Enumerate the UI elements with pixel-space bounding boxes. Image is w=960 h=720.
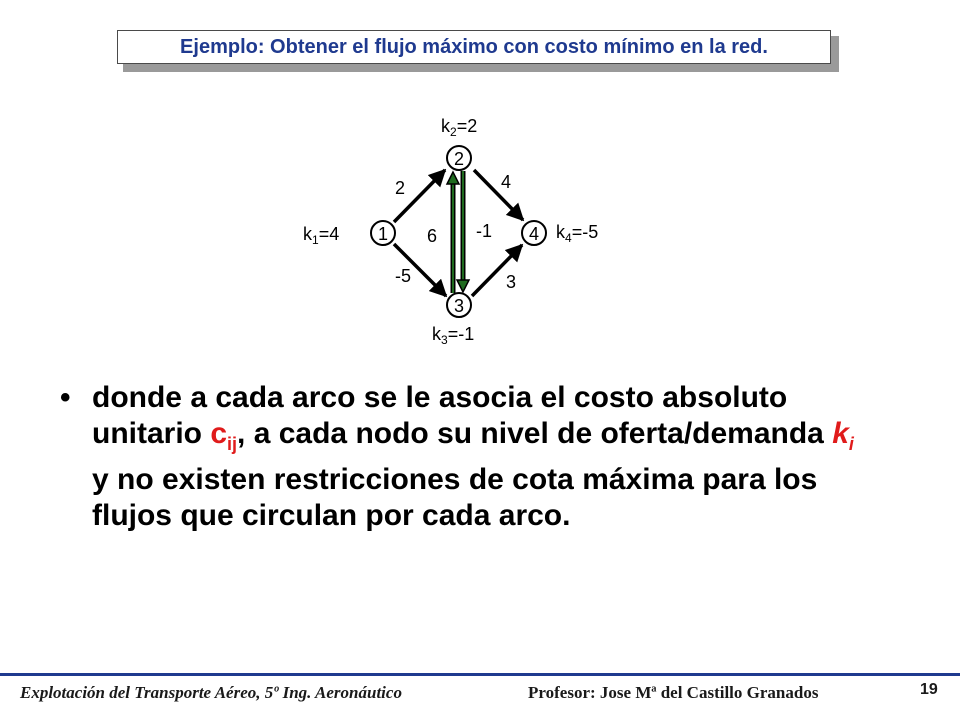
bullet-line-2-pre: unitario <box>92 417 211 450</box>
bullet-line-2-mid: , a cada nodo su nivel de oferta/demanda <box>237 417 833 450</box>
arc-2-4-cost: 4 <box>500 172 512 192</box>
bullet-line-4: flujos que circulan por cada arco. <box>92 499 571 532</box>
arc-2-3-head <box>457 280 469 292</box>
cost-symbol-sub: ij <box>227 434 238 454</box>
arc-3-2-cost: 6 <box>426 226 438 246</box>
bullet-line-1: donde a cada arco se le asocia el costo absoluto <box>92 381 788 414</box>
bullet-text <box>92 380 940 534</box>
node-3 <box>447 293 471 317</box>
node-1-level: $k_1=4$ <box>303 224 340 247</box>
bullet-line-2 <box>92 416 940 462</box>
node-1-label: 1 <box>377 224 389 244</box>
node-4-level: $k_4=-5$ <box>556 222 599 245</box>
arc-1-2-cost: 2 <box>394 178 406 198</box>
arc-1-3-cost: -5 <box>394 266 412 286</box>
footer-professor: Profesor: Jose Mª del Castillo Granados <box>528 683 819 702</box>
node-4-label: 4 <box>528 224 540 244</box>
level-symbol: $k_i$ <box>832 417 854 454</box>
node-1 <box>371 221 395 245</box>
slide-title: Ejemplo: Obtener el flujo máximo con costo mínimo en la red. <box>117 30 831 64</box>
cost-symbol: $c_{ij}$ <box>210 417 238 454</box>
node-2-label: 2 <box>453 149 465 169</box>
node-2-level: $k_2=2$ <box>441 116 478 139</box>
footer-divider <box>0 673 960 676</box>
node-3-label: 3 <box>453 296 465 316</box>
bullet-dot: • <box>60 381 71 414</box>
bullet-line-3: y no existen restricciones de cota máxima para los <box>92 463 818 496</box>
node-2 <box>447 146 471 170</box>
arc-2-4 <box>474 170 523 220</box>
arc-3-4-cost: 3 <box>505 272 517 292</box>
node-4 <box>522 221 546 245</box>
node-3-level: $k_3=-1$ <box>432 324 475 347</box>
footer-course: Explotación del Transporte Aéreo, 5º Ing. Aeronáutico <box>20 683 402 702</box>
arc-2-3-cost: -1 <box>475 221 493 241</box>
level-symbol-sub: i <box>848 434 854 454</box>
arc-3-2-head <box>447 172 459 184</box>
page-number: 19 <box>920 681 938 698</box>
